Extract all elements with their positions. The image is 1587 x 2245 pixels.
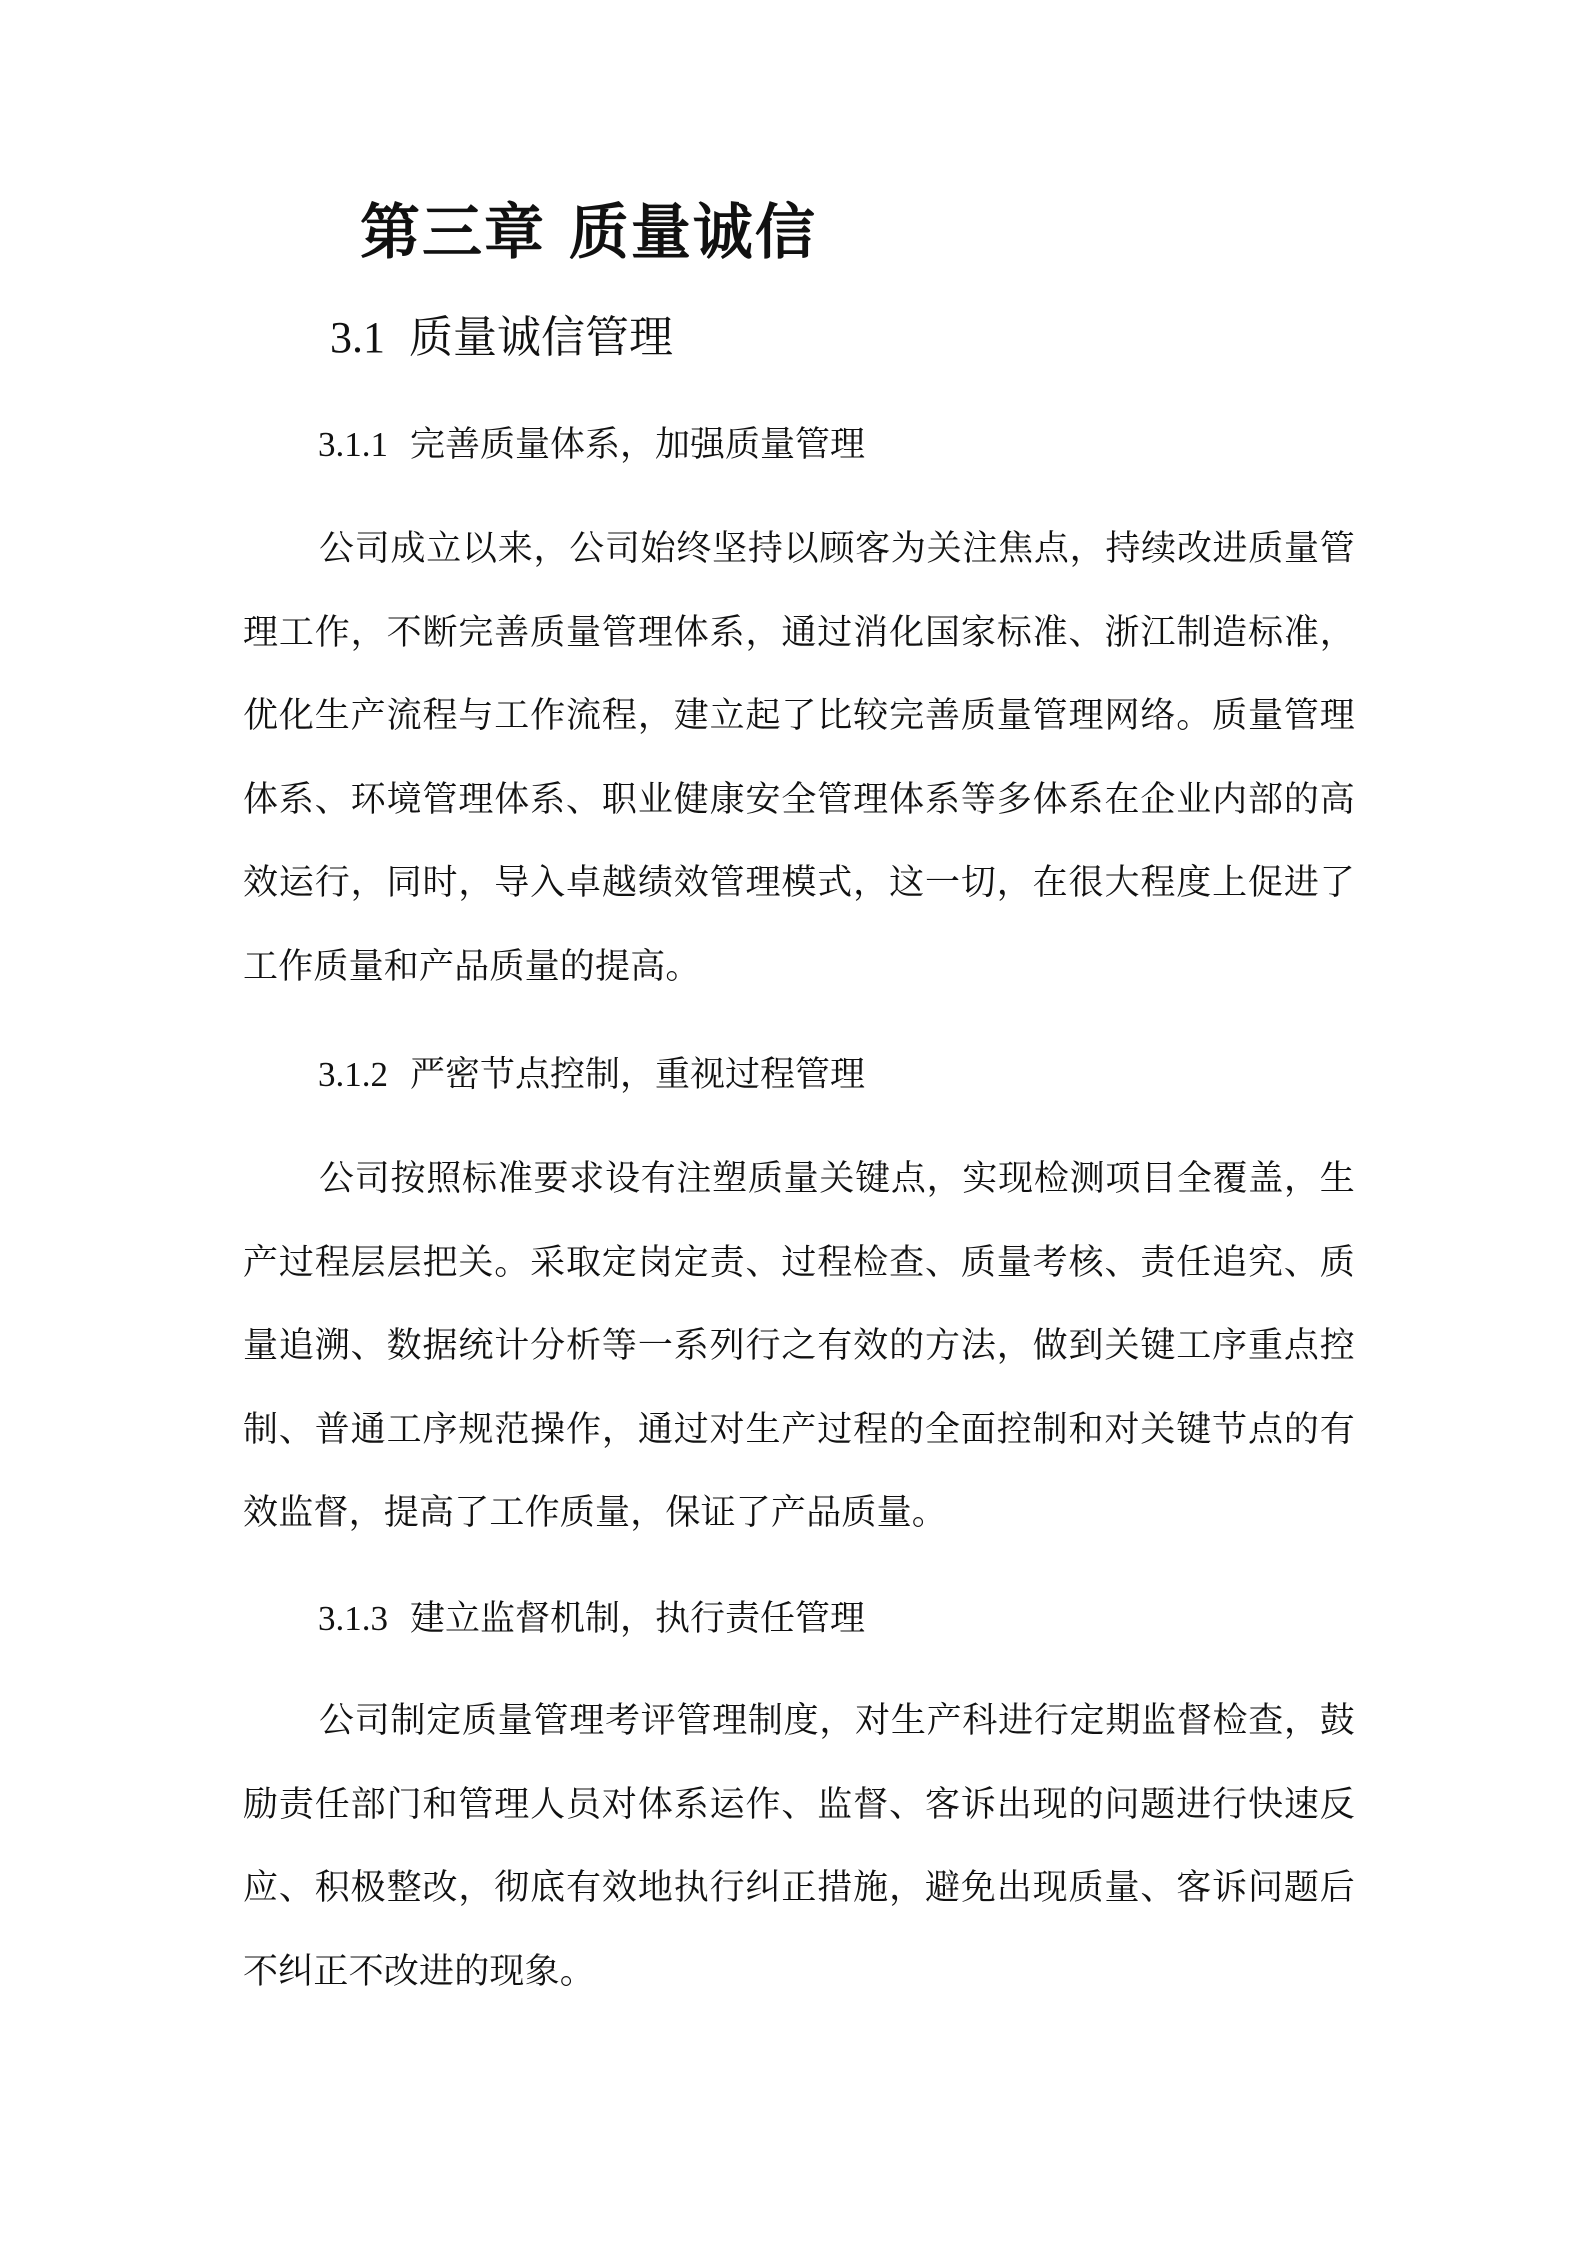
- paragraph-3-1-3: 公司制定质量管理考评管理制度，对生产科进行定期监督检查，鼓励责任部门和管理人员对体系运作、监督、客诉出现的问题进行快速反应、积极整改，彻底有效地执行纠正措施，避免出现质量、客诉问题后不纠正不改进的现象。: [243, 1701, 1355, 1992]
- subsection-heading-3-1-1: [318, 420, 865, 470]
- subsection-title-text: 建立监督机制，执行责任管理: [410, 1599, 866, 1639]
- subsection-number: 3.1.2: [318, 1055, 388, 1094]
- subsection-number: 3.1.1: [318, 425, 388, 464]
- subsection-title-text: 严密节点控制，重视过程管理: [410, 1055, 866, 1095]
- subsection-heading-3-1-2: [318, 1050, 865, 1100]
- paragraph-3-1-1: 公司成立以来，公司始终坚持以顾客为关注焦点，持续改进质量管理工作，不断完善质量管理体系，通过消化国家标准、浙江制造标准，优化生产流程与工作流程，建立起了比较完善质量管理网络。质量管理体系、环境管理体系、职业健康安全管理体系等多体系在企业内部的高效运行，同时，导入卓越绩效管理模式，这一切，在很大程度上促进了工作质量和产品质量的提高。: [243, 529, 1355, 987]
- subsection-number: 3.1.3: [318, 1599, 388, 1638]
- section-number: 3.1: [330, 313, 385, 362]
- paragraph-3-1-2: 公司按照标准要求设有注塑质量关键点，实现检测项目全覆盖，生产过程层层把关。采取定岗定责、过程检查、质量考核、责任追究、质量追溯、数据统计分析等一系列行之有效的方法，做到关键工序重点控制、普通工序规范操作，通过对生产过程的全面控制和对关键节点的有效监督，提高了工作质量，保证了产品质量。: [243, 1159, 1355, 1533]
- subsection-title-text: 完善质量体系，加强质量管理: [410, 425, 866, 465]
- chapter-title: 第三章 质量诚信: [360, 198, 817, 268]
- section-title-text: 质量诚信管理: [409, 312, 673, 363]
- section-heading: [330, 310, 673, 366]
- subsection-heading-3-1-3: [318, 1594, 865, 1644]
